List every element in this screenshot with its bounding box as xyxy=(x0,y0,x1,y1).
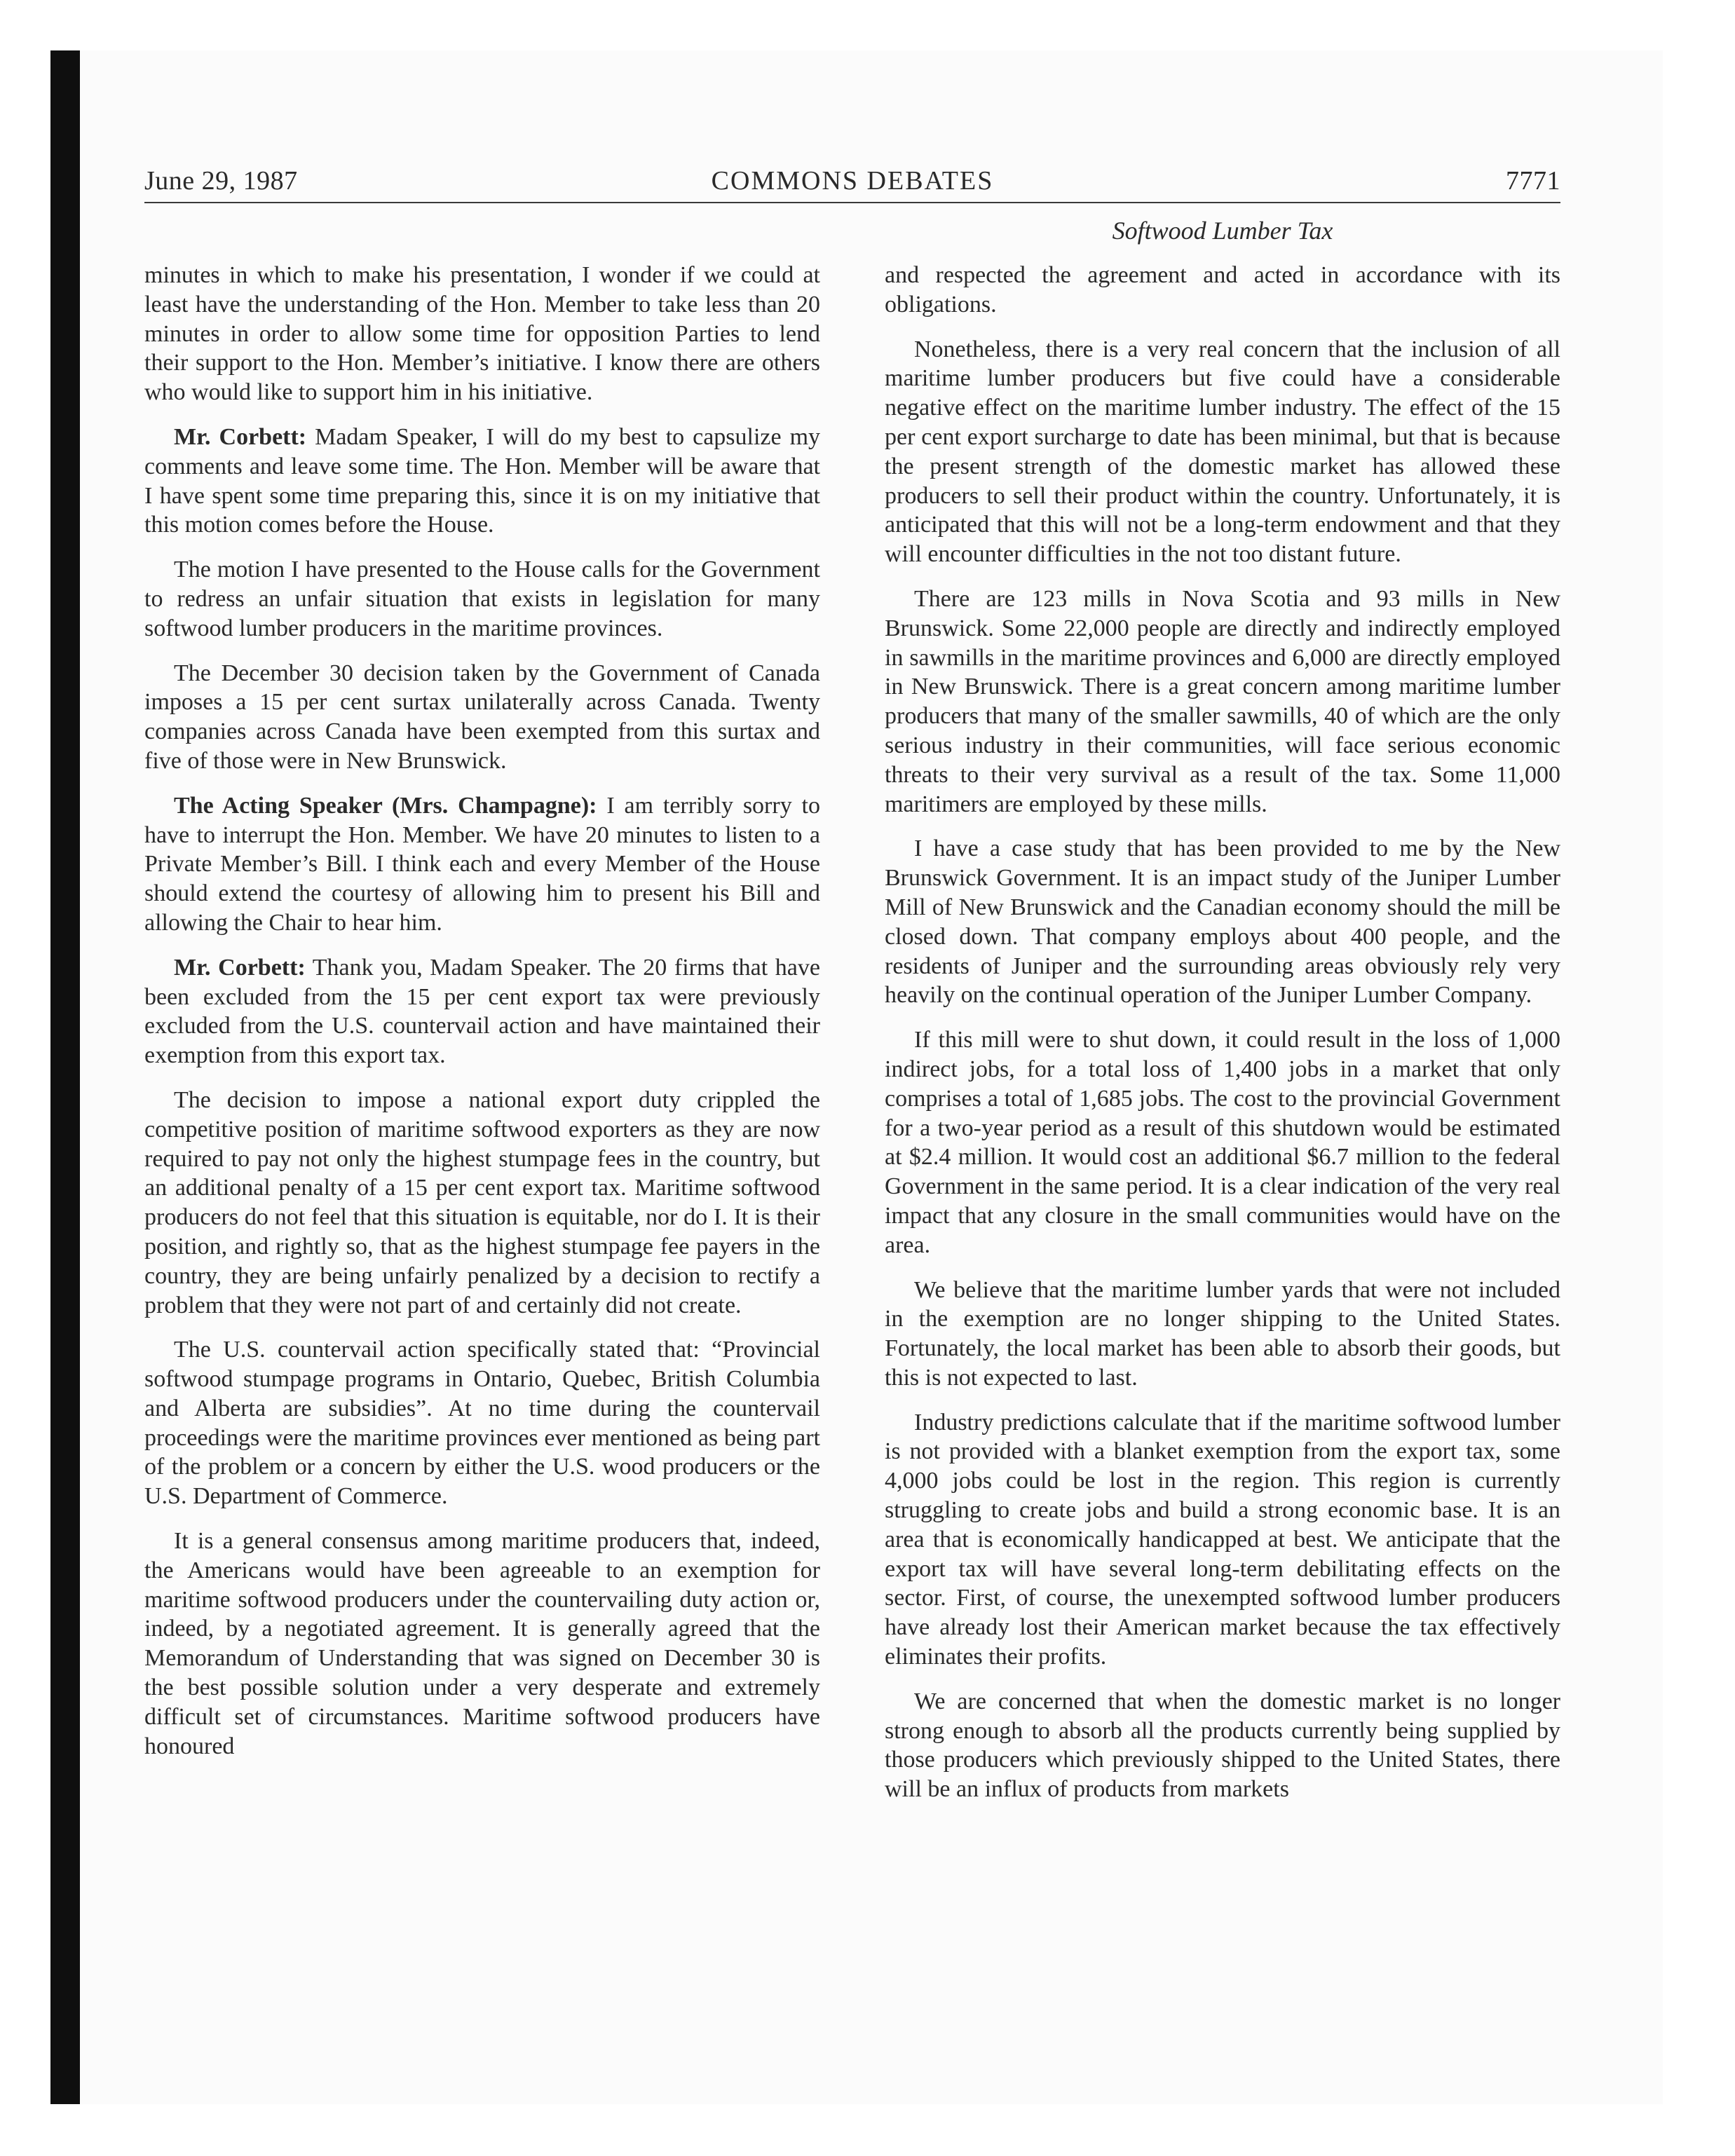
paragraph-text: We believe that the maritime lumber yards that were not included in the exemption are no longer shipping to the United States. Fortunately, the local market has been able to absorb their goods, but this is not expected to last. xyxy=(885,1276,1560,1391)
paragraph-text: Madam Speaker, I will do my best to capsulize my comments and leave some time. The Hon. Member will be aware that I have spent some time preparing this, since it is on my initiative that this motion comes before the House. xyxy=(144,423,821,538)
paragraph-text: The December 30 decision taken by the Government of Canada imposes a 15 per cent surtax unilaterally across Canada. Twenty companies across Canada have been exempted from this surtax and five of those were in New Brunswick. xyxy=(144,660,820,774)
paragraph-text: The decision to impose a national export duty crippled the competitive position of maritime softwood exporters as they are now required to pay not only the highest stumpage fees in the country, but an additional penalty of a 15 per cent export tax. Maritime softwood producers do not feel that this situation is equitable, nor do I. It is their position, and rightly so, that as the highest stumpage fee payers in the country, they are being unfairly penalized by a decision to rectify a problem that they were not part of and certainly did not create. xyxy=(144,1086,820,1318)
paragraph-text: The U.S. countervail action specifically stated that: “Provincial softwood stumpage programs in Ontario, Quebec, British Columbia and Alberta are subsidies”. At no time during the countervail proceedings were the maritime provinces ever mentioned as being part of the problem or a concern by either the U.S. wood producers or the U.S. Department of Commerce. xyxy=(144,1337,820,1510)
speaker-name: Mr. Corbett: xyxy=(174,954,306,981)
paragraph-text: I am terribly sorry to have to interrupt the Hon. Member. We have 20 minutes to listen to a Private Member’s Bill. I think each and every Member of the House should extend the courtesy of allowing him to present his Bill and allowing the Chair to hear him. xyxy=(144,792,820,936)
paragraph xyxy=(885,335,1560,569)
paragraph-text: Nonetheless, there is a very real concern that the inclusion of all maritime lumber producers but five could have a considerable negative effect on the maritime lumber industry. The effect of the 15 per cent export surcharge to date has been minimal, but that is because the present strength of the domestic market has allowed these producers to sell their product within the country. Unfortunately, it is anticipated that this will not be a long-term endowment and that they will encounter difficulties in the not too distant future. xyxy=(885,336,1560,568)
paragraph xyxy=(885,585,1560,819)
paragraph xyxy=(885,1276,1560,1393)
paragraph-text: The motion I have presented to the House calls for the Government to redress an unfair situation that exists in legislation for many softwood lumber producers in the maritime provinces. xyxy=(144,557,820,641)
paragraph xyxy=(144,423,820,540)
paragraph xyxy=(144,1086,820,1320)
paragraph xyxy=(885,1408,1560,1672)
left-column xyxy=(144,261,820,1776)
paragraph-text: If this mill were to shut down, it could result in the loss of 1,000 indirect jobs, for a total loss of 1,400 jobs in a market that only comprises a total of 1,685 jobs. The cost to the provincial Government for a two-year period as a result of this shutdown would be estimated at $2.4 million. It would cost an additional $6.7 million to the federal Government in the same period. It is a clear indication of the very real impact that any closure in the small communities would have on the area. xyxy=(885,1027,1560,1258)
header-date: June 29, 1987 xyxy=(144,166,298,196)
paragraph-text: minutes in which to make his presentation, I wonder if we could at least have the understanding of the Hon. Member to take less than 20 minutes in order to allow some time for opposition Parties to lend their support to the Hon. Member’s initiative. I know there are others who would like to support him in his initiative. xyxy=(144,262,820,406)
paragraph xyxy=(885,834,1560,1010)
paragraph-text: and respected the agreement and acted in accordance with its obligations. xyxy=(885,262,1560,318)
paragraph xyxy=(144,555,820,643)
running-header xyxy=(144,165,1560,200)
paragraph xyxy=(144,791,820,938)
paragraph xyxy=(144,1527,820,1761)
right-column xyxy=(885,261,1560,1820)
paragraph xyxy=(885,1025,1560,1260)
header-publication: COMMONS DEBATES xyxy=(711,166,994,196)
paragraph-text: We are concerned that when the domestic market is no longer strong enough to absorb all the products currently being supplied by those producers which previously shipped to the United States, there will be an influx of products from markets xyxy=(885,1688,1560,1803)
speaker-name: Mr. Corbett: xyxy=(174,423,307,450)
paragraph-text: Industry predictions calculate that if the maritime softwood lumber is not provided with a blanket exemption from the export tax, some 4,000 jobs could be lost in the region. This region is currently struggling to create jobs and build a strong economic base. It is an area that is economically handicapped at best. We anticipate that the export tax will have several long-term debilitating effects on the sector. First, of course, the unexempted softwood lumber producers have already lost their American market because the tax effectively eliminates their profits. xyxy=(885,1409,1560,1670)
paragraph xyxy=(144,261,820,407)
binding-edge xyxy=(50,50,80,2104)
header-rule xyxy=(144,202,1560,203)
paragraph xyxy=(885,1687,1560,1804)
paragraph-text: I have a case study that has been provided to me by the New Brunswick Government. It is an impact study of the Juniper Lumber Mill of New Brunswick and the Canadian economy should the mill be closed down. That company employs about 400 people, and the residents of Juniper and the surrounding areas obviously rely very heavily on the continual operation of the Juniper Lumber Company. xyxy=(885,835,1560,1009)
subject-heading: Softwood Lumber Tax xyxy=(1112,217,1333,245)
paragraph xyxy=(144,953,820,1070)
speaker-name: The Acting Speaker (Mrs. Champagne): xyxy=(174,792,597,819)
header-page-number: 7771 xyxy=(1506,166,1560,196)
paragraph xyxy=(885,261,1560,320)
paragraph-text: Thank you, Madam Speaker. The 20 firms that have been excluded from the 15 per cent export tax were previously excluded from the U.S. countervail action and have maintained their exemption from this export tax. xyxy=(144,954,820,1069)
paragraph xyxy=(144,659,820,776)
paragraph-text: There are 123 mills in Nova Scotia and 93 mills in New Brunswick. Some 22,000 people are directly and indirectly employed in sawmills in the maritime provinces and 6,000 are directly employed in New Brunswick. There is a great concern among maritime lumber producers that many of the smaller sawmills, 40 of which are the only serious industry in their communities, will face serious economic threats to their very survival as a result of the tax. Some 11,000 maritimers are employed by these mills. xyxy=(885,585,1560,817)
paragraph xyxy=(144,1335,820,1511)
paragraph-text: It is a general consensus among maritime producers that, indeed, the Americans would have been agreeable to an exemption for maritime softwood producers under the countervailing duty action or, indeed, by a negotiated agreement. It is generally agreed that the Memorandum of Understanding that was signed on December 30 is the best possible solution under a very desperate and extremely difficult set of circumstances. Maritime softwood producers have honoured xyxy=(144,1528,820,1759)
